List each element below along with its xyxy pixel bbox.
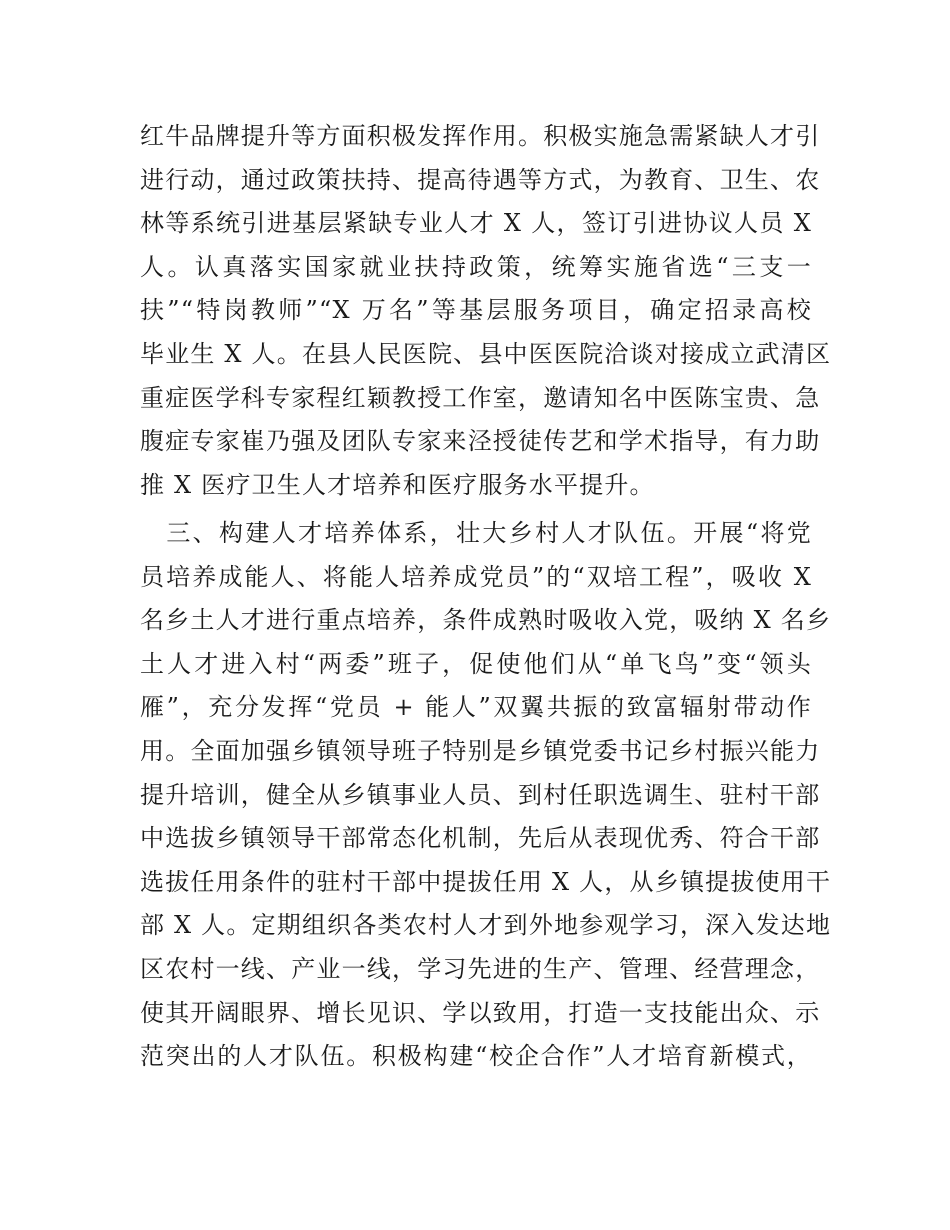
paragraph-talent-training-system xyxy=(140,512,832,1079)
text-line: 扶”“特岗教师”“X 万名”等基层服务项目，确定招录高校 xyxy=(140,296,812,325)
text-line: 选拔任用条件的驻村干部中提拔任用 X 人，从乡镇提拔使用干 xyxy=(140,867,832,896)
text-line: 土人才进入村“两委”班子，促使他们从“单飞鸟”变“领头 xyxy=(140,649,812,678)
text-line: 范突出的人才队伍。积极构建“校企合作”人才培育新模式， xyxy=(140,1042,812,1071)
text-line: 腹症专家崔乃强及团队专家来泾授徒传艺和学术指导，有力助 xyxy=(140,427,821,456)
text-line: 使其开阔眼界、增长见识、学以致用，打造一支技能出众、示 xyxy=(140,998,821,1027)
text-line: 雁”，充分发挥“党员 + 能人”双翼共振的致富辐射带动作 xyxy=(140,693,812,722)
paragraph-talent-introduction xyxy=(140,115,832,507)
text-line: 三、构建人才培养体系，壮大乡村人才队伍。开展“将党 xyxy=(140,519,812,547)
text-line: 名乡土人才进行重点培养，条件成熟时吸收入党，吸纳 X 名乡 xyxy=(140,606,832,635)
text-line: 中选拔乡镇领导干部常态化机制，先后从表现优秀、符合干部 xyxy=(140,824,821,853)
text-line: 重症医学科专家程红颖教授工作室，邀请知名中医陈宝贵、急 xyxy=(140,383,821,412)
text-line: 员培养成能人、将能人培养成党员”的“双培工程”，吸收 X xyxy=(140,562,812,591)
text-line: 红牛品牌提升等方面积极发挥作用。积极实施急需紧缺人才引 xyxy=(140,122,821,150)
text-line: 区农村一线、产业一线，学习先进的生产、管理、经营理念， xyxy=(140,954,821,983)
text-line: 人。认真落实国家就业扶持政策，统筹实施省选“三支一 xyxy=(140,252,812,281)
text-line: 推 X 医疗卫生人才培养和医疗服务水平提升。 xyxy=(140,470,655,499)
text-line: 林等系统引进基层紧缺专业人才 X 人，签订引进协议人员 X xyxy=(140,209,812,238)
text-line: 部 X 人。定期组织各类农村人才到外地参观学习，深入发达地 xyxy=(140,911,832,940)
text-line: 进行动，通过政策扶持、提高待遇等方式，为教育、卫生、农 xyxy=(140,165,821,194)
text-line: 毕业生 X 人。在县人民医院、县中医医院洽谈对接成立武清区 xyxy=(140,339,832,368)
text-line: 用。全面加强乡镇领导班子特别是乡镇党委书记乡村振兴能力 xyxy=(140,736,821,765)
text-line: 提升培训，健全从乡镇事业人员、到村任职选调生、驻村干部 xyxy=(140,780,821,809)
